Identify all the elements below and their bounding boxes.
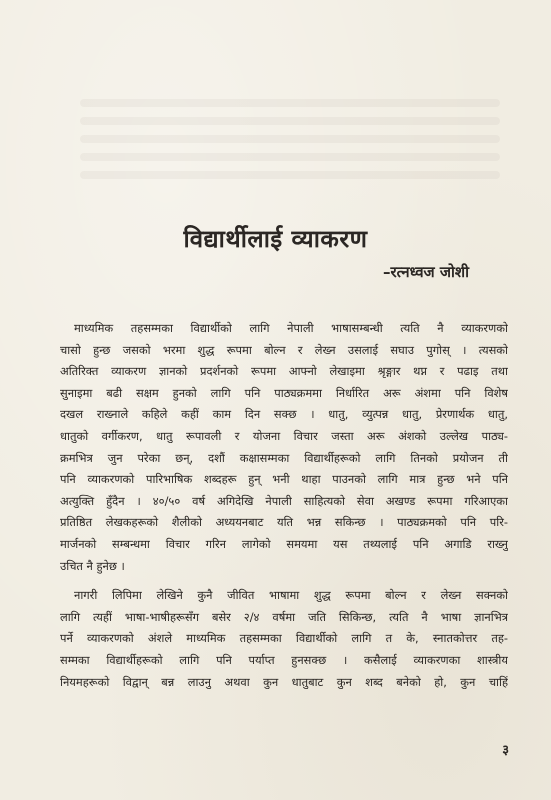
author-name: –रत्नध्वज जोशी bbox=[383, 263, 469, 281]
text-line: उचित नै हुनेछ । bbox=[60, 558, 125, 573]
text-line: सुनाइमा बढी सक्षम हुनको लागि पनि पाठ्यक्रममा निर्धारित अरू अंशमा पनि विशेष bbox=[60, 385, 508, 400]
paragraph bbox=[60, 585, 508, 693]
show-through-line bbox=[80, 171, 500, 179]
text-line: नागरी लिपिमा लेखिने कुनै जीवित भाषामा शुद्ध रूपमा बोल्न र लेख्न सक्नको bbox=[74, 588, 508, 603]
text-line: प्रतिष्ठित लेखकहरूको शैलीको अध्ययनबाट यति भन्न सकिन्छ । पाठ्यक्रमको पनि परि- bbox=[60, 515, 508, 530]
text-line: माध्यमिक तहसम्मका विद्यार्थीको लागि नेपाली भाषासम्बन्धी त्यति नै व्याकरणको bbox=[74, 321, 508, 335]
text-line: अतिरिक्त व्याकरण ज्ञानको प्रदर्शनको रूपमा आफ्नो लेखाइमा श्रृङ्गार थप्न र पढाइ तथा bbox=[60, 364, 508, 379]
show-through-line bbox=[80, 117, 500, 125]
paragraph bbox=[60, 318, 508, 577]
show-through-line bbox=[80, 99, 500, 107]
paragraph-gap bbox=[60, 577, 508, 585]
text-line: दखल राख्नाले कहिले कहीं काम दिन सक्छ । धातु, व्युत्पन्न धातु, प्रेरणार्थक धातु, bbox=[60, 407, 508, 422]
text-line: अत्युक्ति हुँदैन । ४०/५० वर्ष अगिदेखि नेपाली साहित्यको सेवा अखण्ड रूपमा गरिआएका bbox=[60, 493, 508, 508]
text-line: लागि त्यहीं भाषा-भाषीहरूसँग बसेर २/४ वर्षमा जति सिकिन्छ, त्यति नै भाषा ज्ञानभित्र bbox=[60, 609, 508, 624]
show-through-line bbox=[80, 153, 500, 161]
text-line: मार्जनको सम्बन्धमा विचार गरिन लागेको समयमा यस तथ्यलाई पनि अगाडि राख्नु bbox=[60, 536, 508, 551]
text-line: पर्ने व्याकरणको अंशले माध्यमिक तहसम्मका विद्यार्थीको लागि त के, स्नातकोत्तर तह- bbox=[60, 631, 508, 646]
page-number: ३ bbox=[502, 743, 509, 758]
text-line: धातुको वर्गीकरण, धातु रूपावली र योजना विचार जस्ता अरू अंशको उल्लेख पाठ्य- bbox=[60, 428, 508, 443]
article-title: विद्यार्थीलाई व्याकरण bbox=[183, 225, 368, 253]
text-line: पनि व्याकरणको पारिभाषिक शब्दहरू हुन् भनी थाहा पाउनको लागि मात्र हुन्छ भने पनि bbox=[60, 472, 508, 487]
text-line: नियमहरूको विद्वान् बन्न लाउनु अथवा कुन धातुबाट कुन शब्द बनेको हो, कुन चाहिं bbox=[60, 674, 508, 689]
text-line: क्रमभित्र जुन परेका छन्, दशौं कक्षासम्मका विद्यार्थीहरूको लागि तिनको प्रयोजन ती bbox=[60, 450, 508, 465]
text-line: चासो हुन्छ जसको भरमा शुद्ध रूपमा बोल्न र लेख्न उसलाई सघाउ पुगोस् । त्यसको bbox=[60, 342, 508, 357]
text-line: सम्मका विद्यार्थीहरूको लागि पनि पर्याप्त हुनसक्छ । कसैलाई व्याकरणका शास्त्रीय bbox=[60, 652, 508, 667]
article-body bbox=[60, 318, 508, 693]
show-through-line bbox=[80, 135, 500, 143]
